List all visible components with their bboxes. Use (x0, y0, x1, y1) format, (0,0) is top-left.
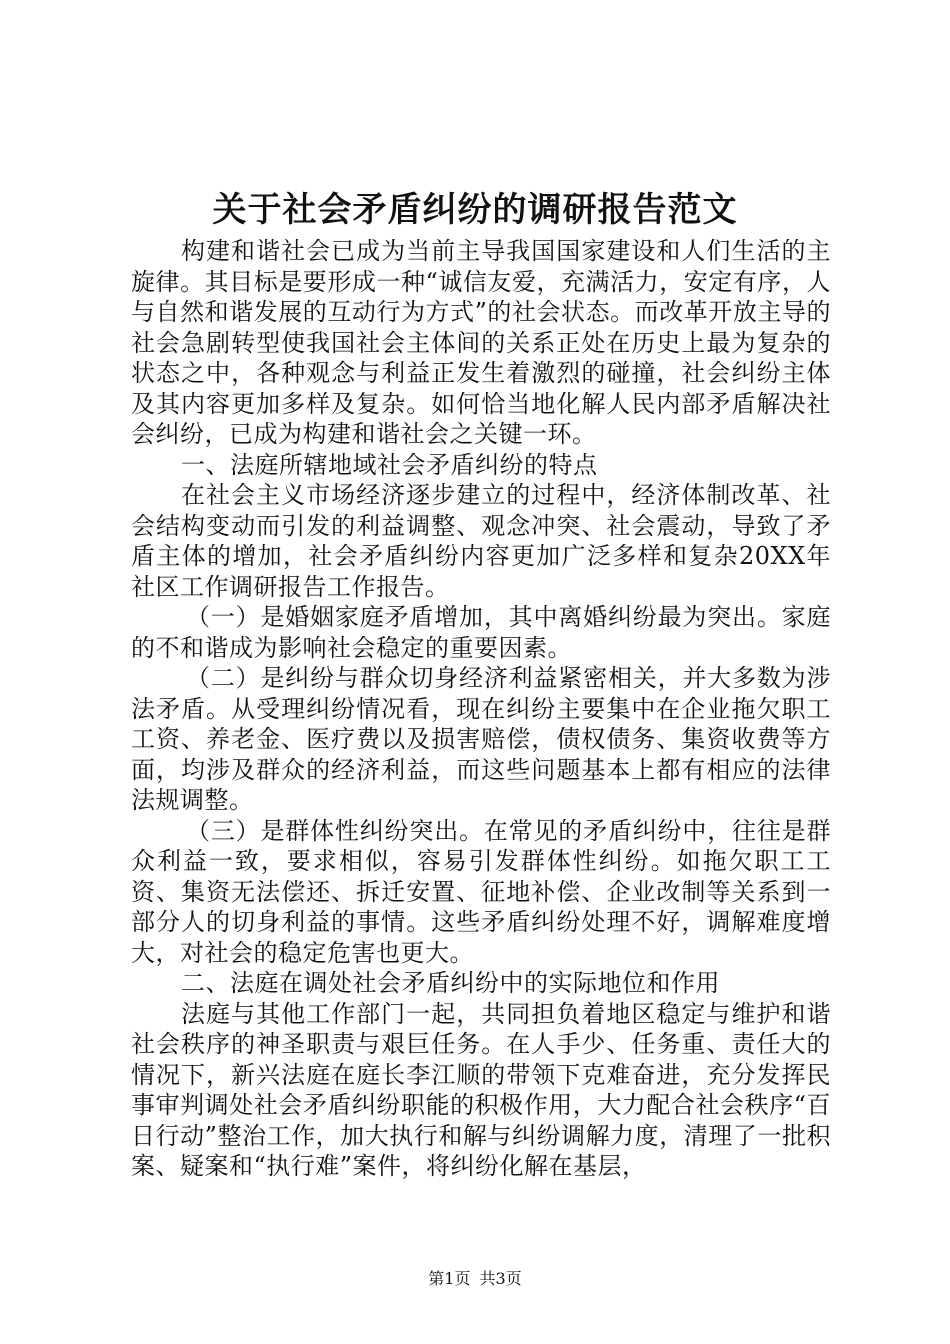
paragraph-item-3: （三）是群体性纠纷突出。在常见的矛盾纠纷中，往往是群众利益一致，要求相似，容易引发群体性纠纷。如拖欠职工工资、集资无法偿还、拆迁安置、征地补偿、企业改制等关系到一部分人的切身利益的事情。这些矛盾纠纷处理不好，调解难度增大，对社会的稳定危害也更大。 (131, 816, 831, 967)
document-title: 关于社会矛盾纠纷的调研报告范文 (212, 190, 738, 230)
paragraph-item-1: （一）是婚姻家庭矛盾增加，其中离婚纠纷最为突出。家庭的不和谐成为影响社会稳定的重要因素。 (131, 603, 831, 662)
paragraph-section-1: 在社会主义市场经济逐步建立的过程中，经济体制改革、社会结构变动而引发的利益调整、观念冲突、社会震动，导致了矛盾主体的增加，社会矛盾纠纷内容更加广泛多样和复杂20XX年社区工作调研报告工作报告。 (131, 481, 831, 601)
document-body (131, 236, 831, 1182)
paragraph-item-2: （二）是纠纷与群众切身经济利益紧密相关，并大多数为涉法矛盾。从受理纠纷情况看，现在纠纷主要集中在企业拖欠职工工资、养老金、医疗费以及损害赔偿，债权债务、集资收费等方面，均涉及群众的经济利益，而这些问题基本上都有相应的法律法规调整。 (131, 664, 831, 814)
page-total: 共3页 (479, 1269, 522, 1288)
section-heading-2: 二、法庭在调处社会矛盾纠纷中的实际地位和作用 (181, 969, 720, 997)
paragraph-intro: 构建和谐社会已成为当前主导我国国家建设和人们生活的主旋律。其目标是要形成一种“诚信友爱，充满活力，安定有序，人与自然和谐发展的互动行为方式”的社会状态。而改革开放主导的社会急剧转型使我国社会主体间的关系正处在历史上最为复杂的状态之中，各种观念与利益正发生着激烈的碰撞，社会纠纷主体及其内容更加多样及复杂。如何恰当地化解人民内部矛盾解决社会纠纷，已成为构建和谐社会之关键一环。 (131, 237, 831, 448)
section-heading-1: 一、法庭所辖地域社会矛盾纠纷的特点 (181, 450, 598, 479)
page-footer (0, 1269, 950, 1289)
paragraph-section-2: 法庭与其他工作部门一起，共同担负着地区稳定与维护和谐社会秩序的神圣职责与艰巨任务。在人手少、任务重、责任大的情况下，新兴法庭在庭长李江顺的带领下克难奋进，充分发挥民事审判调处社会矛盾纠纷职能的积极作用，大力配合社会秩序“百日行动”整治工作，加大执行和解与纠纷调解力度，清理了一批积案、疑案和“执行难”案件，将纠纷化解在基层， (131, 999, 831, 1180)
page-number: 第1页 (428, 1269, 471, 1288)
